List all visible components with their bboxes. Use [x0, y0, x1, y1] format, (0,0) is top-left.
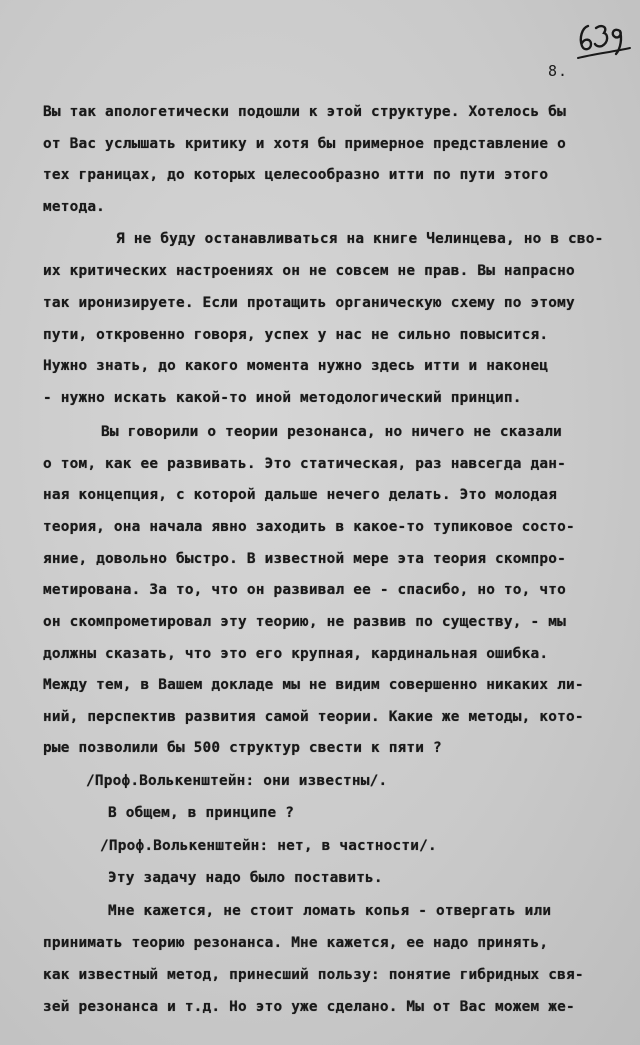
text-line: как известный метод, принесший пользу: понятие гибридных свя-	[43, 967, 584, 983]
text-line: пути, откровенно говоря, успех у нас не сильно повысится.	[43, 327, 549, 343]
text-line: метода.	[43, 199, 106, 215]
text-line: их критических настроениях он не совсем не прав. Вы напрасно	[43, 263, 575, 279]
text-line: В общем, в принципе ?	[108, 805, 295, 821]
text-line: от Вас услышать критику и хотя бы примерное представление о	[43, 136, 566, 152]
text-line: зей резонанса и т.д. Но это уже сделано. Мы от Вас можем же-	[43, 999, 575, 1015]
text-line: Мне кажется, не стоит ломать копья - отвергать или	[108, 903, 552, 919]
text-line: яние, довольно быстро. В известной мере эта теория скомпро-	[43, 551, 566, 567]
text-line: принимать теорию резонанса. Мне кажется, ее надо принять,	[43, 935, 549, 951]
text-line: /Проф.Волькенштейн: нет, в частности/.	[100, 838, 437, 854]
text-line: Эту задачу надо было поставить.	[108, 870, 383, 886]
page-number: 8.	[548, 62, 569, 80]
text-line: он скомпрометировал эту теорию, не развив по существу, - мы	[43, 614, 566, 630]
text-line: Вы так апологетически подошли к этой структуре. Хотелось бы	[43, 104, 566, 120]
text-line: о том, как ее развивать. Это статическая, раз навсегда дан-	[43, 456, 566, 472]
text-line: метирована. За то, что он развивал ее - спасибо, но то, что	[43, 582, 566, 598]
text-line: ная концепция, с которой дальше нечего делать. Это молодая	[43, 487, 558, 503]
text-line: тех границах, до которых целесообразно итти по пути этого	[43, 167, 549, 183]
archive-number-text	[574, 18, 632, 58]
text-line: Нужно знать, до какого момента нужно здесь итти и наконец	[43, 358, 549, 374]
archive-page-number	[574, 18, 632, 66]
text-line: - нужно искать какой-то иной методологический принцип.	[43, 390, 522, 406]
text-line: Между тем, в Вашем докладе мы не видим совершенно никаких ли-	[43, 677, 584, 693]
text-line: /Проф.Волькенштейн: они известны/.	[86, 773, 388, 789]
text-line: Вы говорили о теории резонанса, но ничего не сказали	[101, 424, 562, 440]
text-line: так иронизируете. Если протащить органическую схему по этому	[43, 295, 575, 311]
text-line: ний, перспектив развития самой теории. Какие же методы, кото-	[43, 709, 584, 725]
text-line: должны сказать, что это его крупная, кардинальная ошибка.	[43, 646, 549, 662]
text-line: рые позволили бы 500 структур свести к пяти ?	[43, 740, 442, 756]
text-line: теория, она начала явно заходить в какое-то тупиковое состо-	[43, 519, 575, 535]
text-line: Я не буду останавливаться на книге Челинцева, но в сво-	[116, 231, 604, 247]
